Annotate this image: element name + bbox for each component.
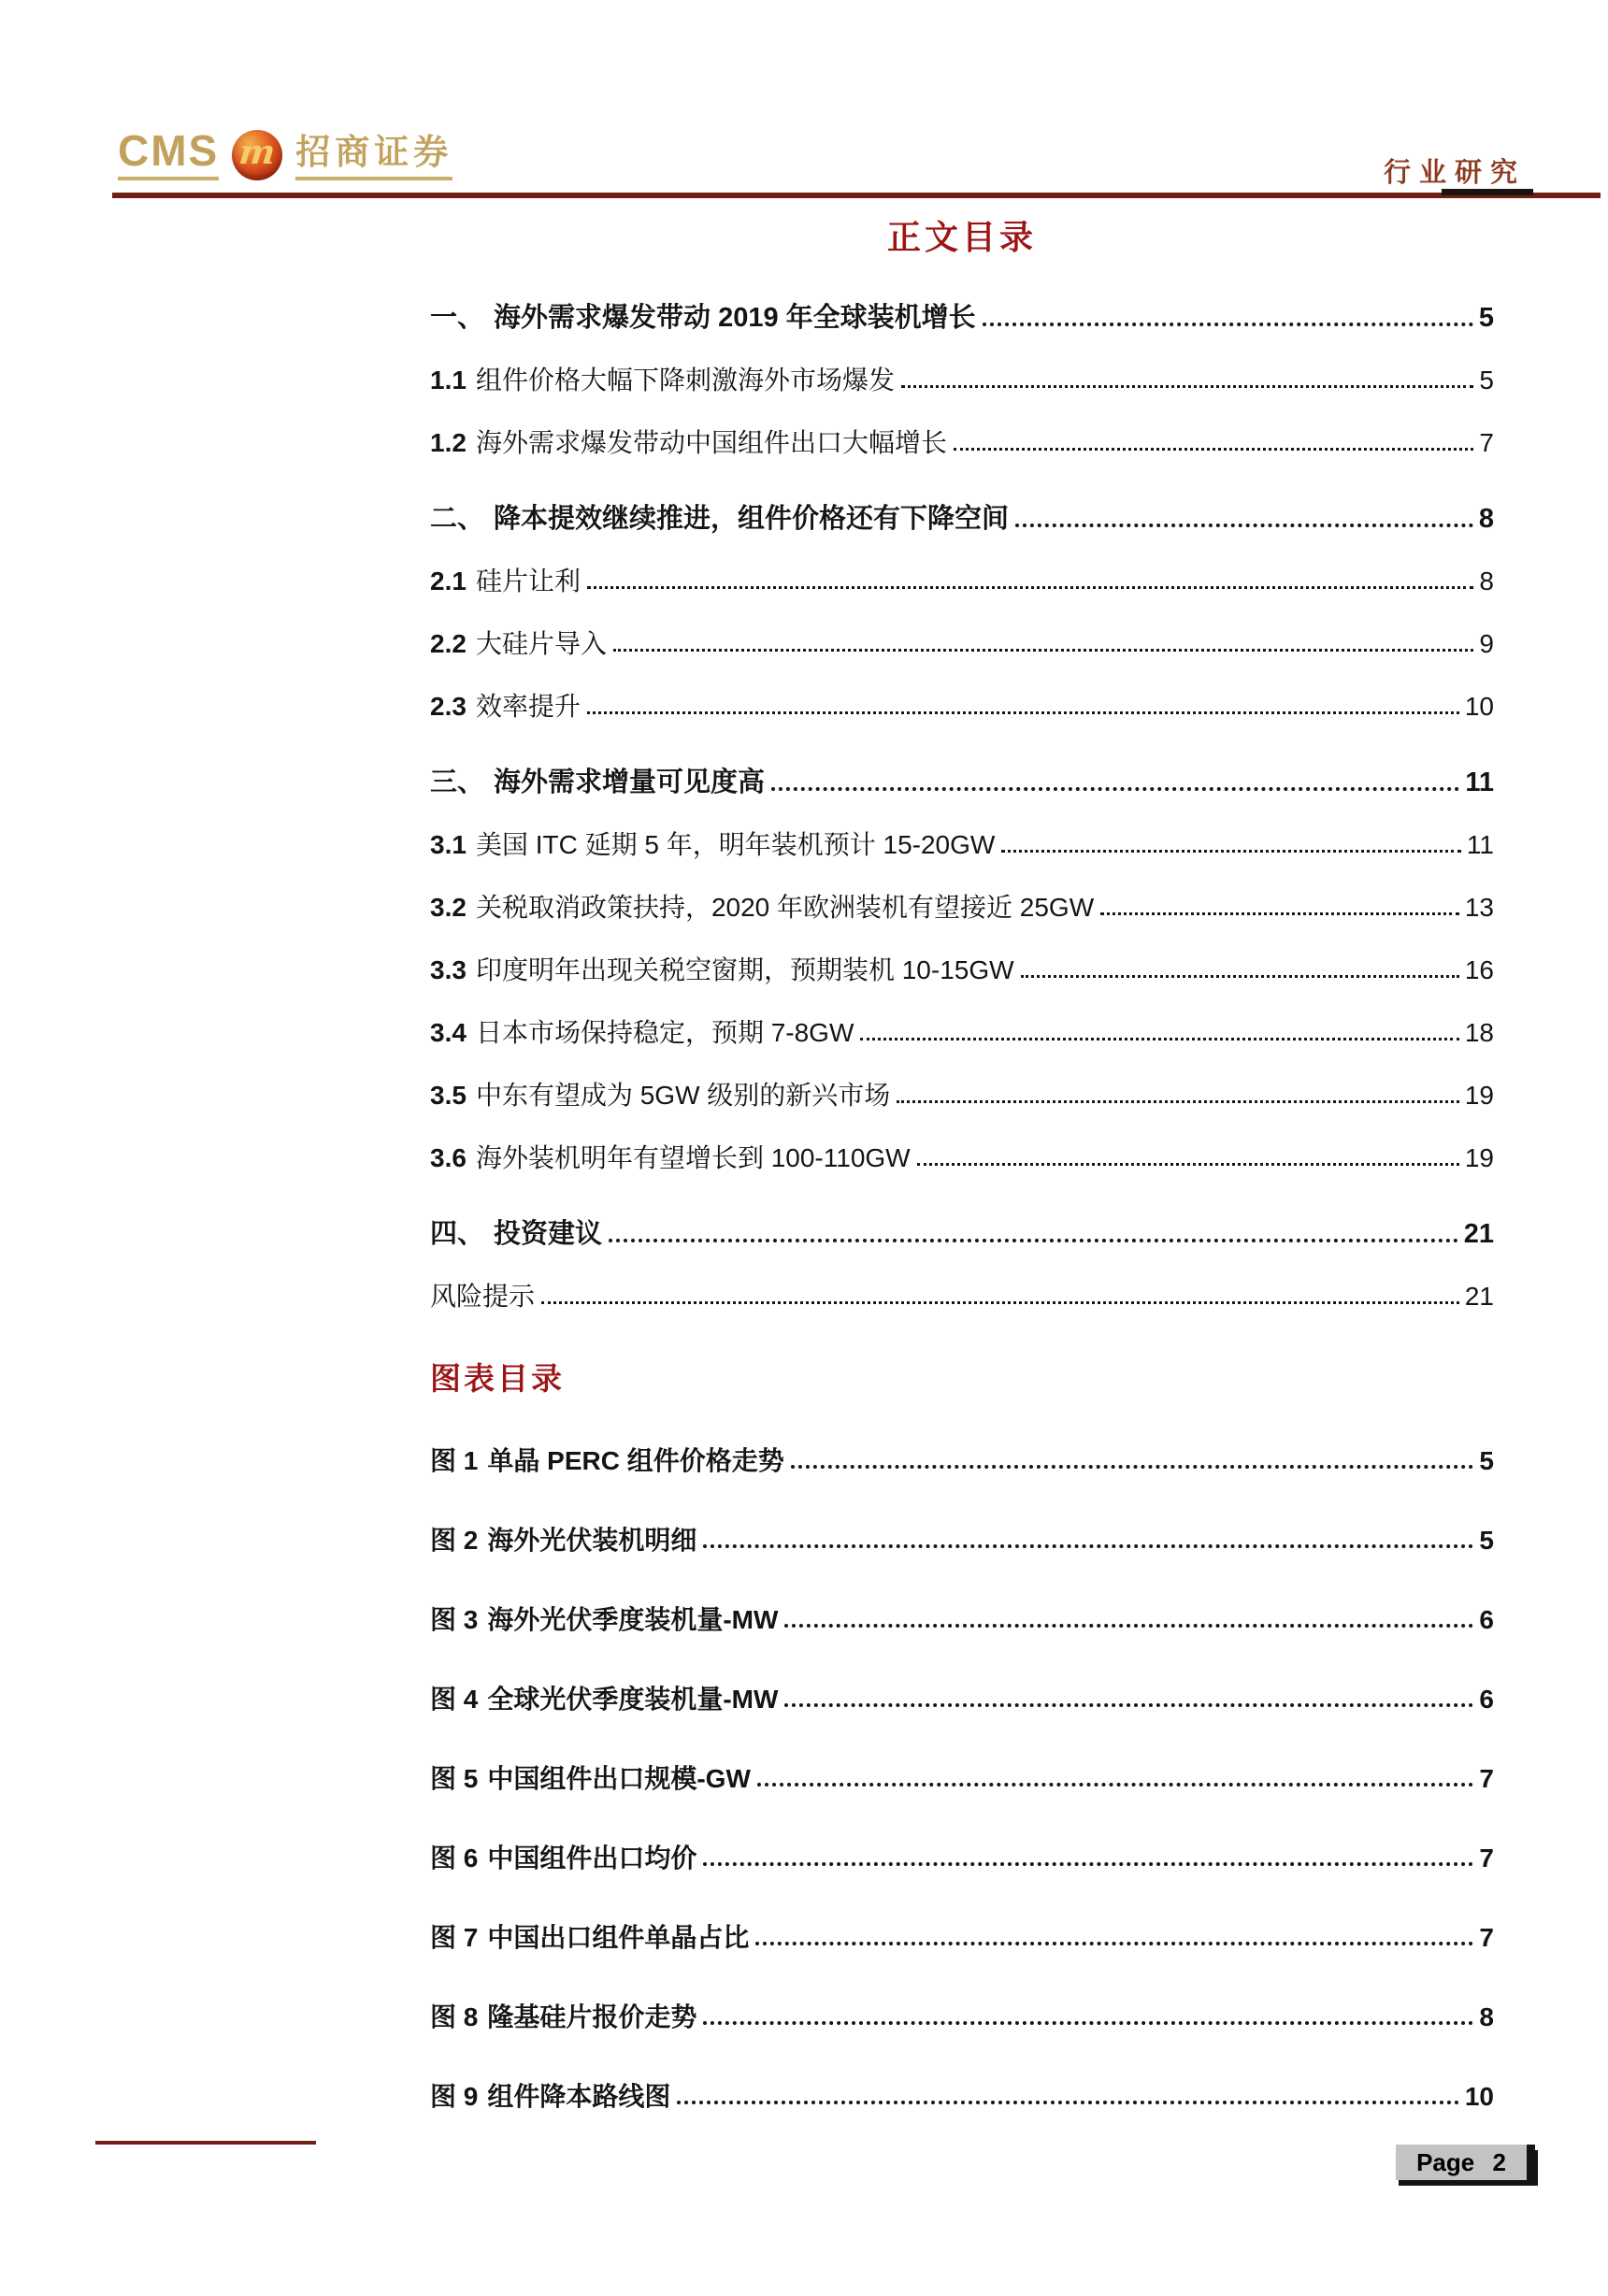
toc-entry[interactable] (430, 428, 1494, 458)
toc-entry[interactable] (430, 768, 1494, 797)
toc-entry-page: 10 (1464, 692, 1494, 721)
figure-toc-entry[interactable] (430, 1605, 1494, 1635)
toc-entry-number: 2.1 (430, 567, 467, 596)
toc-entry-number: 3.6 (430, 1143, 467, 1172)
toc-entry-label: 效率提升 (475, 692, 581, 721)
figure-entry-number: 图 7 (430, 1923, 479, 1952)
figure-entry-number: 图 5 (430, 1764, 479, 1793)
figure-toc-list (430, 1446, 1494, 2112)
figure-entry-page: 7 (1479, 1764, 1494, 1793)
figure-entry-page: 10 (1464, 2082, 1494, 2111)
figure-entry-number: 图 2 (430, 1526, 479, 1555)
figure-entry-page: 8 (1479, 2002, 1494, 2031)
toc-entry[interactable] (430, 955, 1494, 985)
dot-leader (784, 1703, 1473, 1707)
figure-entry-page: 6 (1479, 1685, 1494, 1714)
toc-entry-page: 16 (1464, 955, 1494, 984)
toc-entry[interactable] (430, 692, 1494, 722)
header-divider-cap (1442, 189, 1533, 195)
toc-entry-label: 风险提示 (430, 1282, 536, 1311)
toc-entry-page: 8 (1478, 504, 1494, 534)
toc-entry[interactable] (430, 1282, 1494, 1312)
report-category-label: 行业研究 (1383, 158, 1526, 188)
figure-entry-number: 图 9 (430, 2082, 479, 2111)
toc-entry-label: 海外需求爆发带动 2019 年全球装机增长 (494, 303, 976, 333)
dot-leader (609, 1239, 1458, 1242)
figure-entry-page: 6 (1479, 1605, 1494, 1634)
figure-entry-page: 5 (1479, 1446, 1494, 1475)
dot-leader (983, 323, 1473, 326)
toc-entry[interactable] (430, 893, 1494, 923)
footer-divider (95, 2141, 316, 2145)
dot-leader (587, 586, 1473, 589)
toc-entry-label: 海外需求爆发带动中国组件出口大幅增长 (475, 428, 947, 457)
dot-leader (771, 787, 1459, 791)
toc-entry-number: 三、 (430, 768, 485, 797)
dot-leader (755, 1942, 1473, 1945)
dot-leader (703, 1862, 1473, 1866)
toc-entry-number: 3.4 (430, 1018, 467, 1047)
figure-entry-label: 海外光伏装机明细 (487, 1526, 697, 1555)
figure-entry-label: 组件降本路线图 (487, 2082, 671, 2111)
toc-entry-label: 海外装机明年有望增长到 100-110GW (475, 1143, 911, 1172)
header-divider (112, 193, 1601, 198)
toc-entry-page: 7 (1479, 428, 1494, 457)
dot-leader (860, 1038, 1458, 1040)
toc-entry-label: 印度明年出现关税空窗期，预期装机 10-15GW (475, 955, 1014, 984)
dot-leader (917, 1163, 1459, 1166)
figure-entry-label: 全球光伏季度装机量-MW (487, 1685, 779, 1714)
toc-entry[interactable] (430, 1219, 1494, 1249)
figure-entry-label: 隆基硅片报价走势 (487, 2002, 697, 2031)
figure-entry-page: 7 (1479, 1923, 1494, 1952)
figure-toc-entry[interactable] (430, 1923, 1494, 1953)
figure-toc-entry[interactable] (430, 2002, 1494, 2032)
toc-entry[interactable] (430, 303, 1494, 333)
toc-entry-label: 美国 ITC 延期 5 年，明年装机预计 15-20GW (475, 830, 996, 859)
dot-leader (1015, 524, 1473, 527)
figure-entry-number: 图 4 (430, 1685, 479, 1714)
toc-entry-label: 组件价格大幅下降刺激海外市场爆发 (475, 366, 895, 395)
figure-entry-label: 海外光伏季度装机量-MW (487, 1605, 779, 1634)
toc-entry[interactable] (430, 567, 1494, 596)
figure-entry-label: 中国组件出口规模-GW (487, 1764, 751, 1793)
toc-title: 正文目录 (886, 218, 1037, 256)
toc-entry[interactable] (430, 1143, 1494, 1173)
toc-entry-number: 1.1 (430, 366, 467, 395)
toc-entry[interactable] (430, 629, 1494, 659)
toc-entry-page: 21 (1463, 1219, 1494, 1249)
figure-entry-number: 图 8 (430, 2002, 479, 2031)
cms-brand-name: 招商证券 (295, 136, 452, 180)
dot-leader (897, 1100, 1459, 1103)
figure-toc-entry[interactable] (430, 1446, 1494, 1476)
dot-leader (541, 1301, 1459, 1304)
dot-leader (901, 385, 1473, 388)
dot-leader (703, 2021, 1473, 2025)
toc-entry-page: 5 (1479, 366, 1494, 395)
toc-entry-page: 9 (1479, 629, 1494, 658)
toc-entry[interactable] (430, 1018, 1494, 1048)
figure-entry-number: 图 6 (430, 1844, 479, 1873)
toc-entry-page: 19 (1464, 1081, 1494, 1110)
cms-badge-icon (232, 130, 282, 180)
toc-entry[interactable] (430, 830, 1494, 860)
toc-entry[interactable] (430, 366, 1494, 395)
toc-entry-page: 8 (1479, 567, 1494, 596)
toc-entry-number: 3.3 (430, 955, 467, 984)
figure-entry-label: 中国出口组件单晶占比 (487, 1923, 750, 1952)
toc-entry-number: 一、 (430, 303, 485, 333)
figure-toc-entry[interactable] (430, 2082, 1494, 2112)
figure-entry-number: 图 3 (430, 1605, 479, 1634)
toc-entry-label: 硅片让利 (475, 567, 581, 596)
figure-toc-title: 图表目录 (430, 1361, 565, 1396)
toc-entry-number: 1.2 (430, 428, 467, 457)
toc-entry-page: 5 (1478, 303, 1494, 333)
toc-entry-number: 二、 (430, 504, 485, 534)
toc-entry-page: 18 (1464, 1018, 1494, 1047)
toc-entry-page: 13 (1464, 893, 1494, 922)
toc-entry-page: 19 (1464, 1143, 1494, 1172)
figure-entry-page: 7 (1479, 1844, 1494, 1873)
toc-entry-number: 四、 (430, 1219, 485, 1249)
toc-entry-number: 3.1 (430, 830, 467, 859)
toc-entry-label: 投资建议 (494, 1219, 603, 1249)
figure-entry-page: 5 (1479, 1526, 1494, 1555)
dot-leader (587, 711, 1459, 714)
toc-entry[interactable] (430, 1081, 1494, 1111)
dot-leader (757, 1783, 1474, 1787)
toc-entry-label: 海外需求增量可见度高 (494, 768, 766, 797)
dot-leader (1100, 912, 1459, 915)
toc-entry-page: 11 (1466, 830, 1494, 859)
dot-leader (1021, 975, 1459, 978)
page-number-badge: Page 2 (1396, 2145, 1535, 2180)
figure-toc-entry[interactable] (430, 1844, 1494, 1873)
dot-leader (677, 2101, 1458, 2104)
figure-entry-label: 中国组件出口均价 (487, 1844, 697, 1873)
figure-toc-entry[interactable] (430, 1526, 1494, 1556)
toc-entry-label: 关税取消政策扶持，2020 年欧洲装机有望接近 25GW (475, 893, 1095, 922)
cms-m-glyph: m (237, 133, 278, 172)
dot-leader (791, 1465, 1474, 1469)
cms-logo (118, 126, 453, 180)
toc-entry-number: 3.2 (430, 893, 467, 922)
toc-entry-number: 3.5 (430, 1081, 467, 1110)
dot-leader (703, 1544, 1473, 1548)
toc-entry-label: 日本市场保持稳定，预期 7-8GW (475, 1018, 854, 1047)
dot-leader (784, 1624, 1473, 1628)
toc-entry-number: 2.3 (430, 692, 467, 721)
dot-leader (613, 649, 1473, 652)
dot-leader (954, 448, 1473, 451)
figure-entry-number: 图 1 (430, 1446, 479, 1475)
cms-logo-text: CMS (118, 129, 219, 180)
figure-entry-label: 单晶 PERC 组件价格走势 (487, 1446, 784, 1475)
toc-entry-page: 21 (1464, 1282, 1494, 1311)
figure-toc-entry[interactable] (430, 1764, 1494, 1794)
toc-list (430, 303, 1494, 1312)
dot-leader (1001, 850, 1461, 853)
figure-toc-entry[interactable] (430, 1685, 1494, 1715)
toc-entry-label: 中东有望成为 5GW 级别的新兴市场 (475, 1081, 891, 1110)
toc-entry-label: 大硅片导入 (475, 629, 607, 658)
toc-entry-number: 2.2 (430, 629, 467, 658)
toc-main (430, 218, 1494, 2112)
toc-entry-page: 11 (1465, 768, 1494, 797)
toc-entry[interactable] (430, 504, 1494, 534)
toc-entry-label: 降本提效继续推进，组件价格还有下降空间 (494, 504, 1010, 534)
